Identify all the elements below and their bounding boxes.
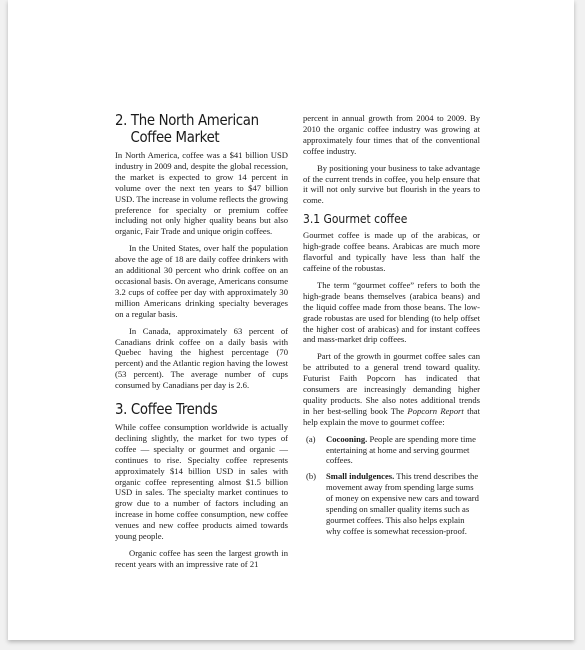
section-3-heading: 3. Coffee Trends: [115, 400, 218, 419]
section-3-paragraph-2: Organic coffee has seen the largest growth in recent years with an impressive rate of 21: [115, 548, 288, 569]
left-column: [115, 112, 288, 576]
section-2-heading-line-1: 2. The North American: [115, 111, 259, 129]
section-3-1-paragraph-1: Gourmet coffee is made up of the arabicas, or high-grade coffee beans. Arabicas are much more flavorful and typically have less than half the caffeine of the robustas.: [303, 230, 480, 273]
paragraph-3-text-after: that help explain the move to gourmet coffee:: [303, 405, 480, 427]
right-column: [303, 113, 480, 542]
list-term: Cocooning.: [326, 433, 368, 444]
section-2-paragraph-2: In the United States, over half the population above the age of 18 are daily coffee drinkers with an additional 30 percent who drink coffee on an occasional basis. On average, Americans consume 3.2 cups of coffee per day with approximately 30 million Americans drinking specialty beverages on a regular basis.: [115, 243, 289, 319]
list-marker: (b): [306, 471, 317, 482]
list-term: Small indulgences.: [326, 471, 395, 482]
book-title: Popcorn Report: [407, 405, 464, 416]
section-2-paragraph-3: In Canada, approximately 63 percent of Canadians drink coffee on a daily basis with Quebec having the highest percentage (70 percent) and the Atlantic region having the lowest (53 percent). The average number of cups consumed by Canadians per day is 2.6.: [115, 325, 288, 391]
list-item: [303, 471, 480, 536]
section-2-paragraph-1: In North America, coffee was a $41 billion USD industry in 2009 and, despite the global recession, the market is expected to grow 14 percent in volume over the next ten years to $47 billion USD. The increase in volume reflects the growing preference for specialty or premium coffee including not only higher quality beans but also organic, Fair Trade and unique origin coffees.: [115, 150, 288, 237]
section-3-paragraph-2-continued: percent in annual growth from 2004 to 2009. By 2010 the organic coffee industry was growing at approximately four times that of the conventional coffee industry.: [303, 113, 480, 156]
section-3-paragraph-1: While coffee consumption worldwide is actually declining slightly, the market for two types of coffee — specialty or gourmet and organic — continues to rise. Specialty coffee represents approximately $14 billion USD in sales with organic coffee representing almost $1.5 billion USD in sales. The specialty market continues to grow due to a number of factors including an increase in home coffee consumption, new coffee venues and new coffee products aimed towards young people.: [115, 422, 288, 542]
trend-list: [303, 434, 480, 537]
paragraph-3-text-before: Part of the growth in gourmet coffee sales can be attributed to a general trend toward quality. Futurist Faith Popcorn has indicated that consumers are increasingly demanding higher quality products. She also notes additional trends in her best-selling book The: [303, 351, 480, 416]
section-2-heading: [115, 112, 294, 146]
section-3-1-heading: 3.1 Gourmet coffee: [303, 211, 408, 227]
list-marker: (a): [306, 433, 316, 444]
section-3-1-paragraph-3: [303, 351, 480, 427]
list-description: People are spending more time entertaining at home and serving gourmet coffees.: [326, 433, 476, 466]
list-text: [326, 434, 480, 467]
section-2-heading-line-2: Coffee Market: [130, 128, 220, 146]
section-3-1-paragraph-2: The term “gourmet coffee” refers to both the high-grade beans themselves (arabica beans) and the liquid coffee made from those beans. The low-grade robustas are used for blending (to help offset the higher cost of arabicas) and for instant coffees and mass-market drip coffees.: [303, 279, 480, 345]
document-page: [8, 0, 574, 640]
list-item: [303, 434, 480, 467]
list-description: This trend describes the movement away from spending large sums of money on expensive new cars and toward spending on smaller quality items such as gourmet coffees. This also helps explain why coffee is somewhat recession-proof.: [326, 471, 479, 536]
section-3-paragraph-3: By positioning your business to take advantage of the current trends in coffee, you help ensure that it will not only survive but flourish in the years to come.: [303, 162, 480, 206]
list-text: [326, 471, 480, 536]
